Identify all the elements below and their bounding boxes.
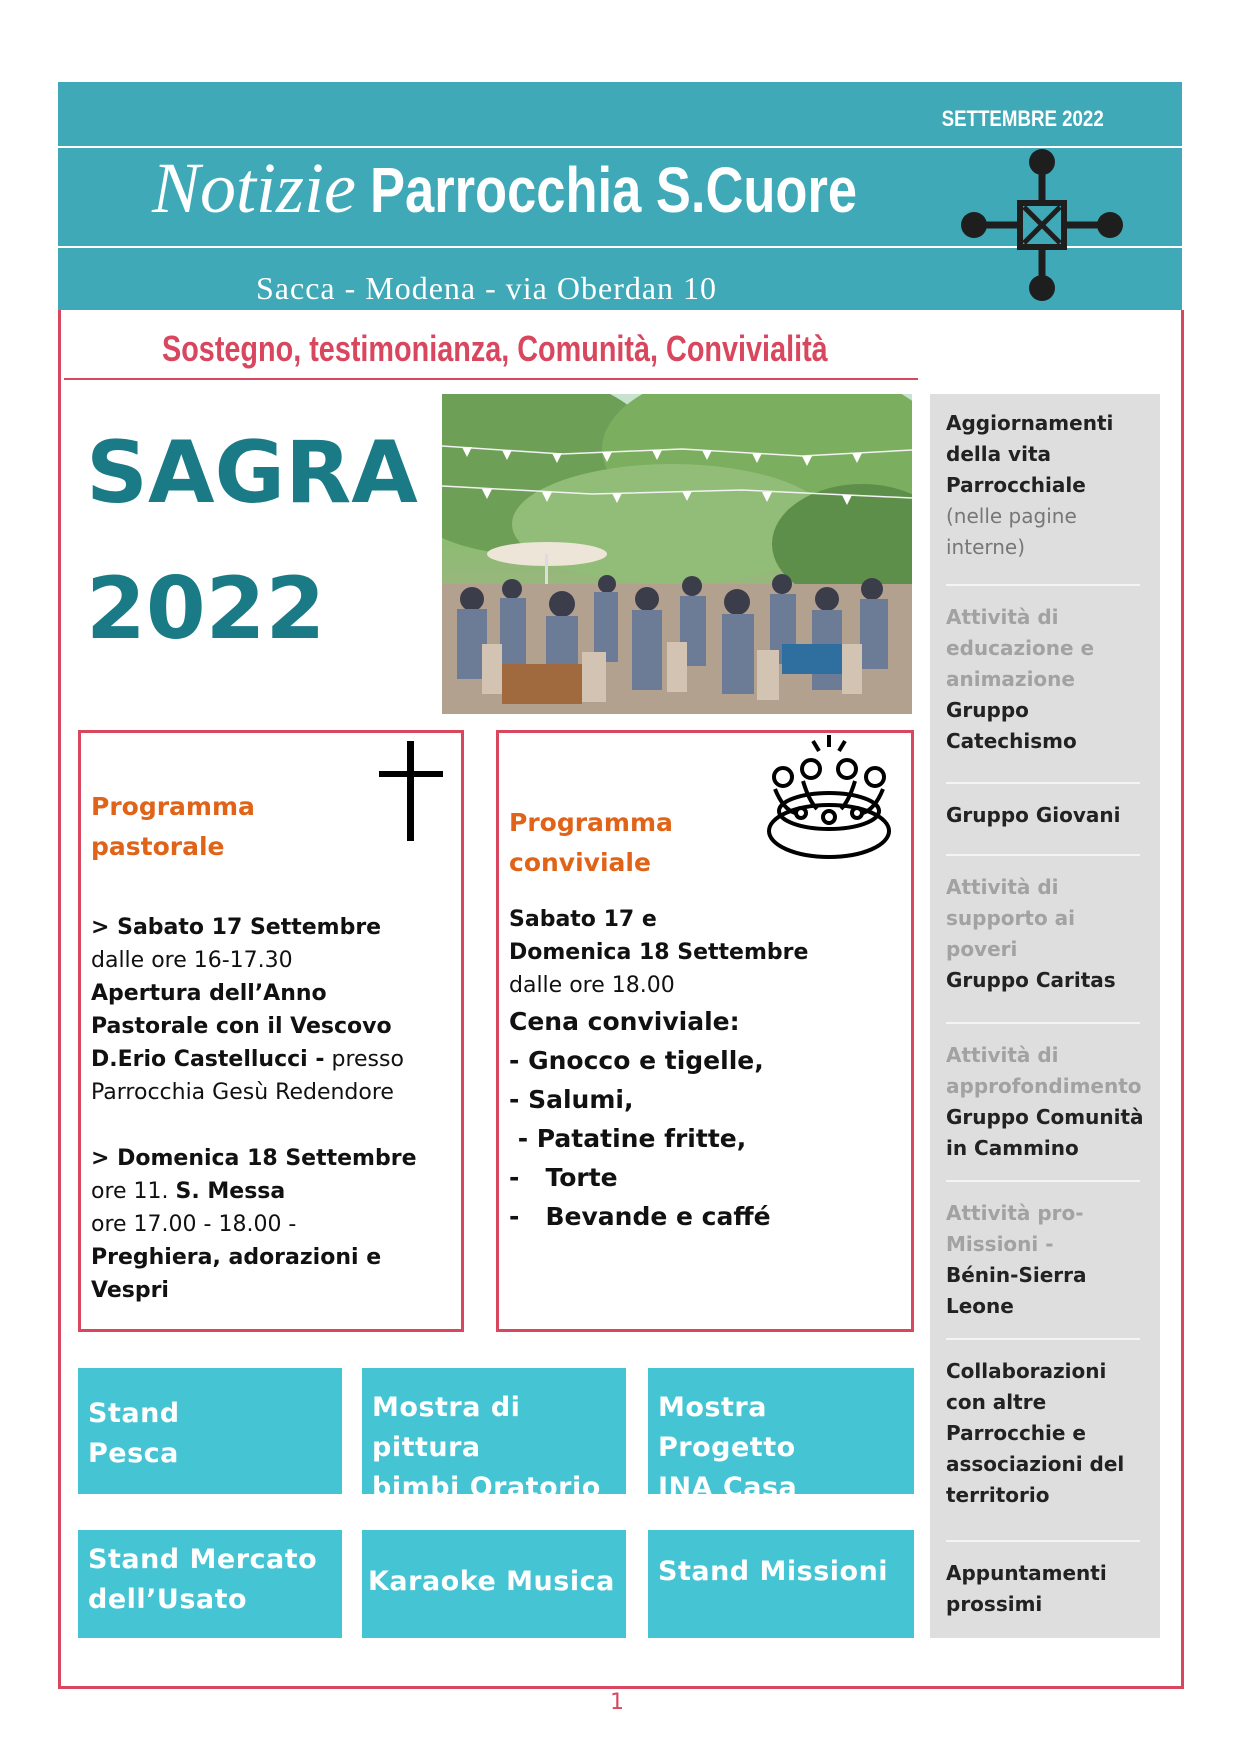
- stand-mostra-pittura: [362, 1368, 626, 1503]
- programma-pastorale-box: [78, 730, 464, 1332]
- sidebar-item-comunita-category: Attività di approfondimento: [946, 1043, 1142, 1098]
- title-italic: Notizie: [152, 148, 357, 228]
- latin-cross-icon: [379, 741, 443, 841]
- sidebar-divider: [946, 1180, 1140, 1182]
- sidebar-contents: [930, 394, 1160, 1638]
- stand-label: Stand Missioni: [658, 1556, 889, 1587]
- day2-heading: > Domenica 18 Settembre: [91, 1146, 417, 1171]
- sidebar-item-comunita-head: Gruppo Comunità in Cammino: [946, 1105, 1144, 1160]
- programma-pastorale-body: [91, 911, 451, 1307]
- page-title-line1: SAGRA: [86, 423, 418, 523]
- stand-label: Mostra Progetto: [658, 1392, 796, 1463]
- sidebar-item-comunita: [946, 1040, 1146, 1164]
- stand-label: Karaoke Musica: [368, 1566, 615, 1597]
- masthead: [58, 82, 1182, 310]
- menu-item: - Patatine fritte,: [509, 1124, 747, 1153]
- sidebar-item-collaborazioni: [946, 1356, 1146, 1511]
- programma-conviviale-body: [509, 903, 899, 1236]
- sidebar-divider: [946, 1540, 1140, 1542]
- sidebar-divider: [946, 1022, 1140, 1024]
- sidebar-item-catechismo-head: Gruppo Catechismo: [946, 698, 1077, 753]
- programma-conviviale-title-line1: Programma: [509, 808, 673, 837]
- sidebar-divider: [946, 1338, 1140, 1340]
- stand-mostra-ina-casa: [648, 1368, 914, 1503]
- tagline: Sostegno, testimonianza, Comunità, Convivialità: [162, 328, 828, 369]
- sidebar-item-caritas-category: Attività di supporto ai poveri: [946, 875, 1075, 961]
- people-around-table-icon: [761, 733, 897, 863]
- parish-address: Sacca - Modena - via Oberdan 10: [256, 270, 718, 306]
- day2-time2: ore 17.00 - 18.00 -: [91, 1212, 297, 1237]
- sidebar-item-missioni-category: Attività pro-Missioni -: [946, 1201, 1084, 1256]
- stand-label: Stand Mercato: [88, 1544, 318, 1575]
- conviviale-days-line2: Domenica 18 Settembre: [509, 940, 809, 965]
- sidebar-item-caritas-head: Gruppo Caritas: [946, 968, 1116, 992]
- sidebar-item-giovani: [946, 800, 1146, 831]
- day2-event1: S. Messa: [175, 1179, 286, 1204]
- stand-label: Mostra di pittura: [372, 1392, 521, 1463]
- parish-cross-logo-icon: [958, 146, 1126, 304]
- programma-pastorale-title-line2: pastorale: [91, 832, 225, 861]
- sidebar-item-aggiornamenti-head: Aggiornamenti della vita Parrocchiale: [946, 411, 1114, 497]
- sidebar-item-collaborazioni-head: Collaborazioni con altre Parrocchie e associazioni del territorio: [946, 1359, 1125, 1507]
- sidebar-divider: [946, 854, 1140, 856]
- day1-event: Apertura dell’Anno Pastorale con il Vescovo D.Erio Castellucci -: [91, 981, 392, 1072]
- stand-mercato-usato: [78, 1530, 342, 1638]
- stand-label: Pesca: [88, 1438, 179, 1469]
- sidebar-item-aggiornamenti: [946, 408, 1146, 563]
- menu-item: - Gnocco e tigelle,: [509, 1046, 764, 1075]
- day2-time1: ore 11.: [91, 1179, 176, 1204]
- programma-pastorale-title-line1: Programma: [91, 792, 255, 821]
- stand-karaoke: [362, 1530, 626, 1638]
- day1-heading: > Sabato 17 Settembre: [91, 915, 382, 940]
- title-parish: Parrocchia S.Cuore: [370, 154, 858, 226]
- programma-pastorale-title: [91, 787, 255, 867]
- conviviale-days-line1: Sabato 17 e: [509, 907, 657, 932]
- sidebar-item-missioni-head: Bénin-Sierra Leone: [946, 1263, 1087, 1318]
- stand-label: Stand: [88, 1398, 180, 1429]
- sidebar-item-appuntamenti: [946, 1558, 1146, 1620]
- festival-crowd-photo: [442, 394, 912, 714]
- stand-label: dell’Usato: [88, 1584, 248, 1615]
- newsletter-title: [152, 147, 964, 230]
- programma-conviviale-box: [496, 730, 914, 1332]
- sidebar-divider: [946, 584, 1140, 586]
- page-title: [86, 405, 418, 677]
- day1-time: dalle ore 16-17.30: [91, 948, 293, 973]
- page-number: 1: [610, 1690, 624, 1715]
- sidebar-item-aggiornamenti-note: (nelle pagine interne): [946, 504, 1077, 559]
- sidebar-item-caritas: [946, 872, 1146, 996]
- issue-date: SETTEMBRE 2022: [941, 106, 1104, 131]
- menu-item: - Torte: [509, 1163, 618, 1192]
- programma-conviviale-title-line2: conviviale: [509, 848, 651, 877]
- day1-place: presso Parrocchia Gesù Redendore: [91, 1047, 404, 1105]
- programma-conviviale-title: [509, 803, 673, 883]
- sidebar-item-catechismo-category: Attività di educazione e animazione: [946, 605, 1095, 691]
- festival-photo-icon: [442, 394, 912, 714]
- sidebar-item-missioni: [946, 1198, 1146, 1322]
- sidebar-divider: [946, 782, 1140, 784]
- stand-missioni: [648, 1530, 914, 1638]
- tagline-rule: [64, 378, 918, 380]
- stand-pesca: [78, 1368, 342, 1494]
- sidebar-item-catechismo: [946, 602, 1146, 757]
- stand-label: bimbi Oratorio: [372, 1472, 601, 1503]
- menu-item: - Salumi,: [509, 1085, 634, 1114]
- stand-label: INA Casa: [658, 1472, 798, 1503]
- sidebar-item-appuntamenti-head: Appuntamenti prossimi: [946, 1561, 1107, 1616]
- day2-event2: Preghiera, adorazioni e Vespri: [91, 1245, 382, 1303]
- page-title-line2: 2022: [86, 559, 326, 659]
- menu-title: Cena conviviale:: [509, 1007, 740, 1036]
- sidebar-item-giovani-head: Gruppo Giovani: [946, 803, 1121, 827]
- menu-item: - Bevande e caffé: [509, 1202, 771, 1231]
- conviviale-time: dalle ore 18.00: [509, 973, 675, 998]
